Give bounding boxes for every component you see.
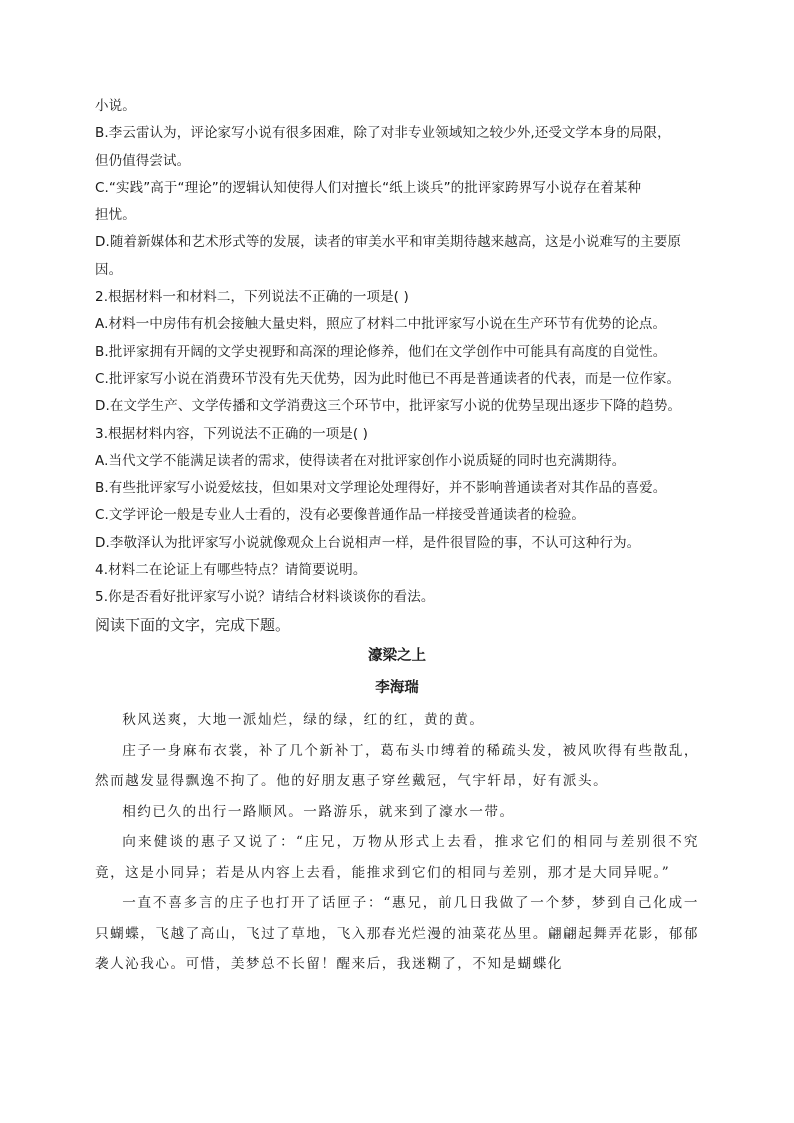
question-line: 2.根据材料一和材料二，下列说法不正确的一项是( ) [95, 289, 409, 306]
question-line: D.在文学生产、文学传播和文学消费这三个环节中，批评家写小说的优势呈现出逐步下降的趋势。 [95, 398, 682, 415]
question-section [95, 93, 715, 612]
question-line: A.材料一中房伟有机会接触大量史料，照应了材料二中批评家写小说在生产环节有优势的论点。 [95, 316, 667, 333]
story-paragraph: 秋风送爽，大地一派灿烂，绿的绿，红的红，黄的黄。 [122, 712, 485, 728]
question-line: 但仍值得尝试。 [95, 152, 191, 169]
question-line: C.“实践”高于“理论”的逻辑认知使得人们对擅长“纸上谈兵”的批评家跨界写小说存在着某种 [95, 179, 642, 196]
question-line: C.批评家写小说在消费环节没有先天优势，因为此时他已不再是普通读者的代表，而是一位作家。 [95, 370, 681, 387]
question-line: B.批评家拥有开阔的文学史视野和高深的理论修养，他们在文学创作中可能具有高度的自觉性。 [95, 343, 667, 360]
question-line: 因。 [95, 261, 123, 278]
question-line: 4.材料二在论证上有哪些特点？请简要说明。 [95, 562, 367, 579]
question-line: D.李敬泽认为批评家写小说就像观众上台说相声一样，是件很冒险的事，不认可这种行为。 [95, 534, 641, 551]
reading-instruction: 阅读下面的文字，完成下题。 [95, 616, 291, 634]
question-line: 小说。 [95, 98, 136, 114]
question-line: 5.你是否看好批评家写小说？请结合材料谈谈你的看法。 [95, 589, 435, 606]
story-author: 李海瑞 [375, 679, 419, 696]
question-line: 担忧。 [95, 207, 136, 224]
story-body [95, 705, 699, 980]
story-title: 濠梁之上 [368, 647, 426, 664]
question-line: C.文学评论一般是专业人士看的，没有必要像普通作品一样接受普通读者的检验。 [95, 507, 585, 524]
question-line: B.李云雷认为，评论家写小说有很多困难，除了对非专业领域知之较少外,还受文学本身的局限， [95, 125, 671, 142]
question-line: A.当代文学不能满足读者的需求，使得读者在对批评家创作小说质疑的同时也充满期待。 [95, 452, 626, 469]
story-paragraph: 向来健谈的惠子又说了：“庄兄，万物从形式上去看，推求它们的相同与差别很不究竟，这是小同异；若是从内容上去看，能推求到它们的相同与差别，那才是大同异呢。” [95, 834, 699, 881]
story-paragraph: 一直不喜多言的庄子也打开了话匣子：“惠兄，前几日我做了一个梦，梦到自己化成一只蝴蝶，飞越了高山，飞过了草地，飞入那春光烂漫的油菜花丛里。翩翩起舞弄花影，郁郁袭人沁我心。可惜，美梦总不长留！醒来后，我迷糊了，不知是蝴蝶化 [95, 895, 699, 972]
question-line: B.有些批评家写小说爱炫技，但如果对文学理论处理得好，并不影响普通读者对其作品的喜爱。 [95, 480, 667, 497]
story-paragraph: 相约已久的出行一路顺风。一路游乐，就来到了濠水一带。 [122, 803, 515, 820]
question-line: D.随着新媒体和艺术形式等的发展，读者的审美水平和审美期待越来越高，这是小说难写的主要原 [95, 234, 682, 251]
question-line: 3.根据材料内容，下列说法不正确的一项是( ) [95, 425, 369, 442]
story-paragraph: 庄子一身麻布衣裳，补了几个新补丁，葛布头巾缚着的稀疏头发，被风吹得有些散乱，然而越发显得飘逸不拘了。他的好朋友惠子穿丝戴冠，气宇轩昂，好有派头。 [95, 742, 699, 789]
